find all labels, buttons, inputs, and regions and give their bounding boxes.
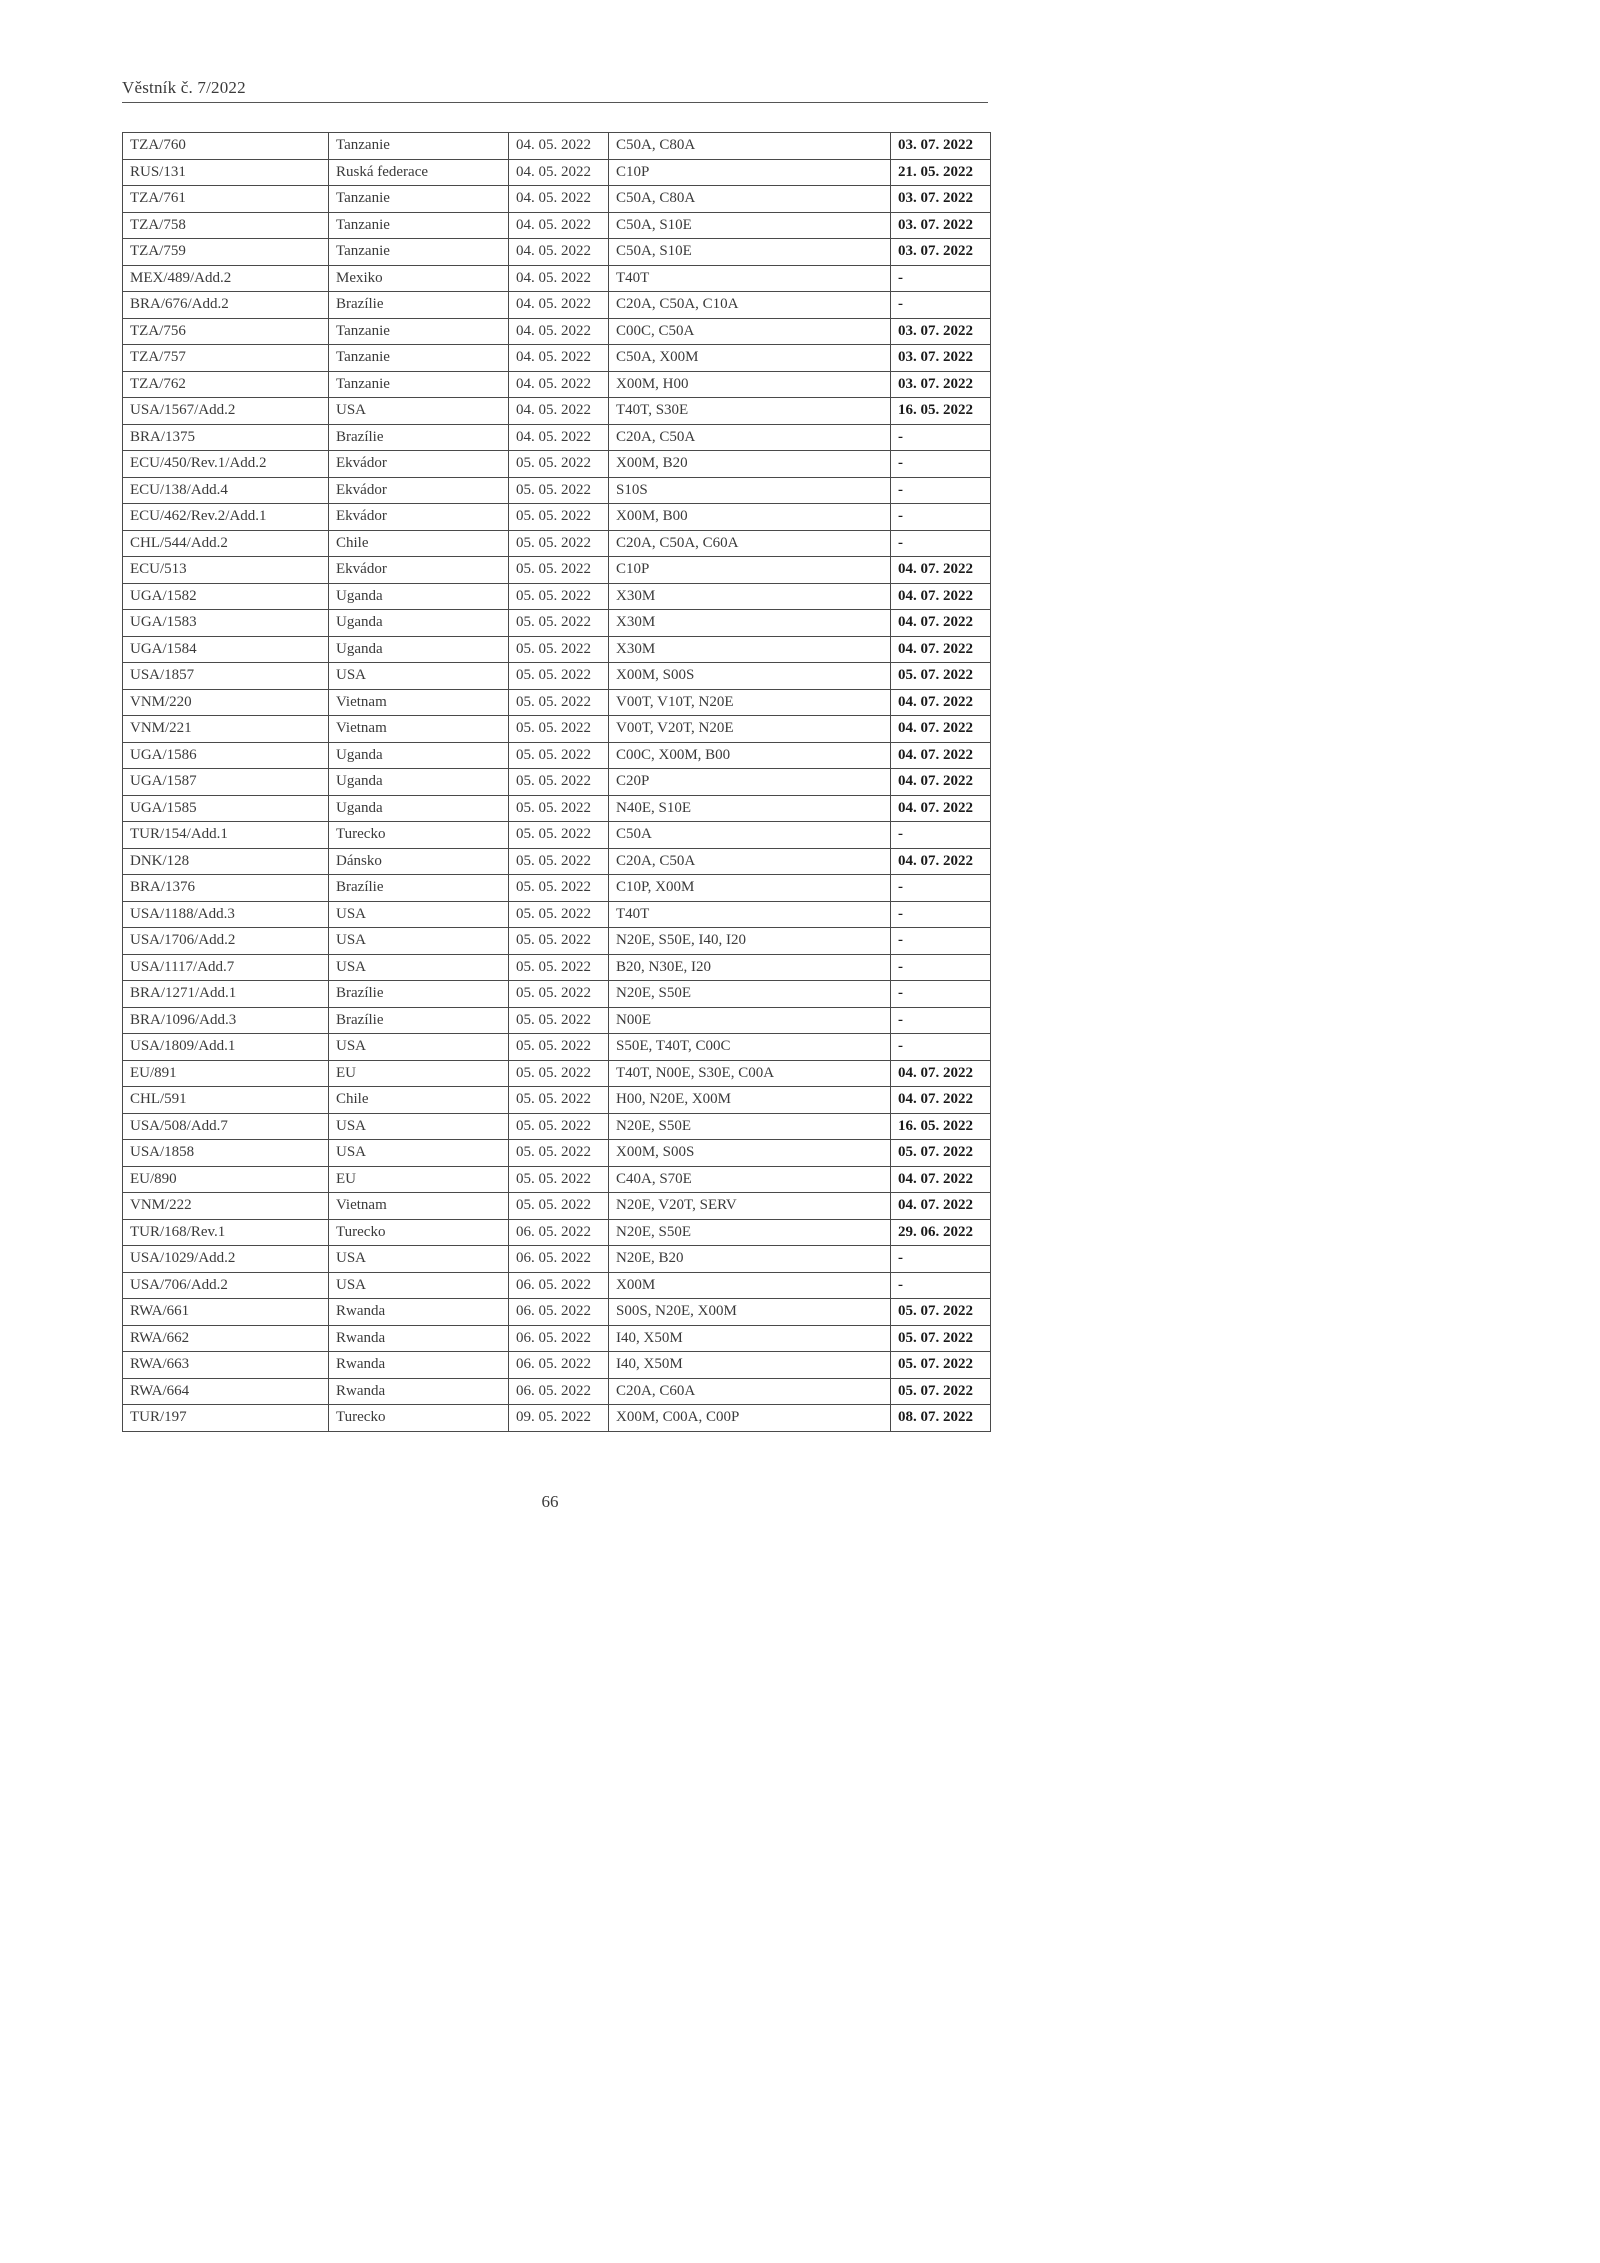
country-cell: Mexiko	[329, 265, 509, 292]
table-row	[123, 1166, 991, 1193]
country-cell: Rwanda	[329, 1299, 509, 1326]
country-cell: Uganda	[329, 636, 509, 663]
notification-symbol-cell: RWA/661	[123, 1299, 329, 1326]
table-row	[123, 1272, 991, 1299]
table-row	[123, 742, 991, 769]
comment-deadline-cell: 05. 07. 2022	[891, 1299, 991, 1326]
table-row	[123, 239, 991, 266]
comment-deadline-cell: -	[891, 424, 991, 451]
notification-date-cell: 05. 05. 2022	[509, 1113, 609, 1140]
notification-date-cell: 05. 05. 2022	[509, 981, 609, 1008]
country-cell: Uganda	[329, 583, 509, 610]
ics-codes-cell: N40E, S10E	[609, 795, 891, 822]
notification-symbol-cell: UGA/1582	[123, 583, 329, 610]
country-cell: Chile	[329, 530, 509, 557]
table-row	[123, 265, 991, 292]
notification-date-cell: 05. 05. 2022	[509, 451, 609, 478]
notification-symbol-cell: USA/1809/Add.1	[123, 1034, 329, 1061]
ics-codes-cell: C50A, S10E	[609, 239, 891, 266]
notification-date-cell: 04. 05. 2022	[509, 424, 609, 451]
comment-deadline-cell: 04. 07. 2022	[891, 769, 991, 796]
country-cell: Brazílie	[329, 981, 509, 1008]
notification-date-cell: 05. 05. 2022	[509, 583, 609, 610]
notification-date-cell: 05. 05. 2022	[509, 610, 609, 637]
notification-symbol-cell: CHL/591	[123, 1087, 329, 1114]
notification-symbol-cell: RWA/662	[123, 1325, 329, 1352]
table-row	[123, 795, 991, 822]
notification-date-cell: 05. 05. 2022	[509, 928, 609, 955]
ics-codes-cell: V00T, V10T, N20E	[609, 689, 891, 716]
notification-symbol-cell: USA/1706/Add.2	[123, 928, 329, 955]
country-cell: Tanzanie	[329, 133, 509, 160]
notification-symbol-cell: BRA/1375	[123, 424, 329, 451]
country-cell: Brazílie	[329, 875, 509, 902]
country-cell: Tanzanie	[329, 371, 509, 398]
notification-date-cell: 05. 05. 2022	[509, 1166, 609, 1193]
country-cell: Tanzanie	[329, 318, 509, 345]
ics-codes-cell: C50A, X00M	[609, 345, 891, 372]
table-row	[123, 901, 991, 928]
notification-symbol-cell: TZA/757	[123, 345, 329, 372]
comment-deadline-cell: 04. 07. 2022	[891, 1193, 991, 1220]
country-cell: USA	[329, 1272, 509, 1299]
notification-date-cell: 05. 05. 2022	[509, 742, 609, 769]
table-row	[123, 424, 991, 451]
notification-symbol-cell: RUS/131	[123, 159, 329, 186]
country-cell: Vietnam	[329, 716, 509, 743]
ics-codes-cell: I40, X50M	[609, 1325, 891, 1352]
notification-symbol-cell: TZA/761	[123, 186, 329, 213]
ics-codes-cell: V00T, V20T, N20E	[609, 716, 891, 743]
table-row	[123, 1193, 991, 1220]
comment-deadline-cell: 04. 07. 2022	[891, 557, 991, 584]
notification-date-cell: 05. 05. 2022	[509, 954, 609, 981]
table-row	[123, 1060, 991, 1087]
ics-codes-cell: X00M, H00	[609, 371, 891, 398]
table-row	[123, 848, 991, 875]
notification-symbol-cell: USA/1567/Add.2	[123, 398, 329, 425]
country-cell: USA	[329, 663, 509, 690]
ics-codes-cell: C20A, C60A	[609, 1378, 891, 1405]
notification-date-cell: 06. 05. 2022	[509, 1352, 609, 1379]
country-cell: Tanzanie	[329, 212, 509, 239]
notification-date-cell: 05. 05. 2022	[509, 822, 609, 849]
country-cell: USA	[329, 1034, 509, 1061]
ics-codes-cell: N00E	[609, 1007, 891, 1034]
notification-symbol-cell: CHL/544/Add.2	[123, 530, 329, 557]
table-row	[123, 769, 991, 796]
notification-date-cell: 05. 05. 2022	[509, 663, 609, 690]
notification-date-cell: 05. 05. 2022	[509, 1007, 609, 1034]
notification-date-cell: 06. 05. 2022	[509, 1272, 609, 1299]
country-cell: USA	[329, 1113, 509, 1140]
comment-deadline-cell: 04. 07. 2022	[891, 583, 991, 610]
comment-deadline-cell: -	[891, 451, 991, 478]
notification-date-cell: 04. 05. 2022	[509, 398, 609, 425]
notification-symbol-cell: ECU/462/Rev.2/Add.1	[123, 504, 329, 531]
notification-symbol-cell: USA/706/Add.2	[123, 1272, 329, 1299]
country-cell: Turecko	[329, 1405, 509, 1432]
notification-symbol-cell: EU/891	[123, 1060, 329, 1087]
page-number: 66	[541, 1492, 559, 1511]
comment-deadline-cell: 04. 07. 2022	[891, 636, 991, 663]
comment-deadline-cell: -	[891, 265, 991, 292]
table-row	[123, 1087, 991, 1114]
notification-date-cell: 05. 05. 2022	[509, 716, 609, 743]
country-cell: Uganda	[329, 610, 509, 637]
comment-deadline-cell: 04. 07. 2022	[891, 742, 991, 769]
notification-table-body	[123, 133, 991, 1432]
table-row	[123, 133, 991, 160]
notification-date-cell: 05. 05. 2022	[509, 769, 609, 796]
notification-date-cell: 04. 05. 2022	[509, 345, 609, 372]
comment-deadline-cell: -	[891, 954, 991, 981]
notification-date-cell: 05. 05. 2022	[509, 530, 609, 557]
notification-symbol-cell: RWA/664	[123, 1378, 329, 1405]
comment-deadline-cell: 04. 07. 2022	[891, 1060, 991, 1087]
notification-date-cell: 05. 05. 2022	[509, 875, 609, 902]
country-cell: Ekvádor	[329, 504, 509, 531]
ics-codes-cell: C50A, C80A	[609, 186, 891, 213]
notification-symbol-cell: TZA/758	[123, 212, 329, 239]
table-row	[123, 928, 991, 955]
notification-date-cell: 05. 05. 2022	[509, 636, 609, 663]
country-cell: Dánsko	[329, 848, 509, 875]
comment-deadline-cell: -	[891, 1034, 991, 1061]
notification-date-cell: 06. 05. 2022	[509, 1219, 609, 1246]
table-row	[123, 1352, 991, 1379]
notification-symbol-cell: ECU/513	[123, 557, 329, 584]
notification-symbol-cell: TUR/168/Rev.1	[123, 1219, 329, 1246]
country-cell: EU	[329, 1166, 509, 1193]
country-cell: Ruská federace	[329, 159, 509, 186]
notification-symbol-cell: DNK/128	[123, 848, 329, 875]
country-cell: Brazílie	[329, 292, 509, 319]
ics-codes-cell: X30M	[609, 610, 891, 637]
comment-deadline-cell: 03. 07. 2022	[891, 345, 991, 372]
comment-deadline-cell: -	[891, 1246, 991, 1273]
table-row	[123, 636, 991, 663]
ics-codes-cell: C00C, X00M, B00	[609, 742, 891, 769]
country-cell: Tanzanie	[329, 345, 509, 372]
country-cell: Brazílie	[329, 1007, 509, 1034]
comment-deadline-cell: 03. 07. 2022	[891, 318, 991, 345]
ics-codes-cell: N20E, S50E, I40, I20	[609, 928, 891, 955]
table-row	[123, 1140, 991, 1167]
country-cell: Rwanda	[329, 1378, 509, 1405]
notification-date-cell: 04. 05. 2022	[509, 239, 609, 266]
country-cell: Rwanda	[329, 1325, 509, 1352]
table-row	[123, 186, 991, 213]
comment-deadline-cell: 04. 07. 2022	[891, 1166, 991, 1193]
notification-date-cell: 05. 05. 2022	[509, 901, 609, 928]
country-cell: USA	[329, 954, 509, 981]
ics-codes-cell: N20E, S50E	[609, 1113, 891, 1140]
comment-deadline-cell: -	[891, 477, 991, 504]
table-row	[123, 451, 991, 478]
notification-date-cell: 05. 05. 2022	[509, 1034, 609, 1061]
notification-symbol-cell: UGA/1585	[123, 795, 329, 822]
table-row	[123, 716, 991, 743]
comment-deadline-cell: 04. 07. 2022	[891, 795, 991, 822]
country-cell: EU	[329, 1060, 509, 1087]
country-cell: Rwanda	[329, 1352, 509, 1379]
country-cell: Uganda	[329, 795, 509, 822]
table-row	[123, 398, 991, 425]
notification-symbol-cell: UGA/1586	[123, 742, 329, 769]
notification-symbol-cell: TZA/760	[123, 133, 329, 160]
comment-deadline-cell: 29. 06. 2022	[891, 1219, 991, 1246]
country-cell: Brazílie	[329, 424, 509, 451]
ics-codes-cell: N20E, B20	[609, 1246, 891, 1273]
table-row	[123, 822, 991, 849]
notification-symbol-cell: USA/1857	[123, 663, 329, 690]
ics-codes-cell: C10P, X00M	[609, 875, 891, 902]
notification-symbol-cell: BRA/1096/Add.3	[123, 1007, 329, 1034]
table-row	[123, 477, 991, 504]
notification-symbol-cell: MEX/489/Add.2	[123, 265, 329, 292]
table-row	[123, 1246, 991, 1273]
table-row	[123, 530, 991, 557]
table-row	[123, 663, 991, 690]
page-header	[122, 78, 988, 103]
notification-date-cell: 04. 05. 2022	[509, 212, 609, 239]
comment-deadline-cell: 03. 07. 2022	[891, 186, 991, 213]
publication-title: Věstník č. 7/2022	[122, 78, 246, 97]
notification-symbol-cell: USA/1117/Add.7	[123, 954, 329, 981]
table-row	[123, 504, 991, 531]
ics-codes-cell: X30M	[609, 583, 891, 610]
ics-codes-cell: X30M	[609, 636, 891, 663]
country-cell: USA	[329, 928, 509, 955]
table-row	[123, 557, 991, 584]
notification-symbol-cell: USA/508/Add.7	[123, 1113, 329, 1140]
comment-deadline-cell: -	[891, 504, 991, 531]
comment-deadline-cell: 16. 05. 2022	[891, 1113, 991, 1140]
notification-symbol-cell: BRA/1271/Add.1	[123, 981, 329, 1008]
notification-date-cell: 05. 05. 2022	[509, 557, 609, 584]
ics-codes-cell: X00M, S00S	[609, 1140, 891, 1167]
notification-date-cell: 04. 05. 2022	[509, 318, 609, 345]
comment-deadline-cell: -	[891, 901, 991, 928]
ics-codes-cell: C20A, C50A	[609, 424, 891, 451]
notification-date-cell: 06. 05. 2022	[509, 1299, 609, 1326]
comment-deadline-cell: -	[891, 875, 991, 902]
notification-symbol-cell: RWA/663	[123, 1352, 329, 1379]
notification-date-cell: 05. 05. 2022	[509, 1087, 609, 1114]
ics-codes-cell: C00C, C50A	[609, 318, 891, 345]
notification-date-cell: 04. 05. 2022	[509, 159, 609, 186]
notification-date-cell: 04. 05. 2022	[509, 133, 609, 160]
notification-symbol-cell: UGA/1584	[123, 636, 329, 663]
notification-symbol-cell: EU/890	[123, 1166, 329, 1193]
comment-deadline-cell: -	[891, 928, 991, 955]
notification-symbol-cell: VNM/221	[123, 716, 329, 743]
country-cell: Vietnam	[329, 689, 509, 716]
ics-codes-cell: S00S, N20E, X00M	[609, 1299, 891, 1326]
notification-date-cell: 05. 05. 2022	[509, 1193, 609, 1220]
ics-codes-cell: C50A, S10E	[609, 212, 891, 239]
ics-codes-cell: C20A, C50A, C10A	[609, 292, 891, 319]
country-cell: Turecko	[329, 822, 509, 849]
country-cell: USA	[329, 1140, 509, 1167]
comment-deadline-cell: 04. 07. 2022	[891, 1087, 991, 1114]
notification-date-cell: 04. 05. 2022	[509, 371, 609, 398]
table-row	[123, 1007, 991, 1034]
notification-date-cell: 05. 05. 2022	[509, 689, 609, 716]
notification-date-cell: 06. 05. 2022	[509, 1246, 609, 1273]
ics-codes-cell: X00M, C00A, C00P	[609, 1405, 891, 1432]
notification-date-cell: 05. 05. 2022	[509, 848, 609, 875]
ics-codes-cell: T40T	[609, 265, 891, 292]
notification-date-cell: 05. 05. 2022	[509, 1140, 609, 1167]
table-row	[123, 1405, 991, 1432]
comment-deadline-cell: 05. 07. 2022	[891, 1325, 991, 1352]
notification-symbol-cell: UGA/1583	[123, 610, 329, 637]
table-row	[123, 1325, 991, 1352]
table-row	[123, 689, 991, 716]
comment-deadline-cell: 08. 07. 2022	[891, 1405, 991, 1432]
ics-codes-cell: B20, N30E, I20	[609, 954, 891, 981]
comment-deadline-cell: -	[891, 530, 991, 557]
table-row	[123, 981, 991, 1008]
ics-codes-cell: X00M, S00S	[609, 663, 891, 690]
ics-codes-cell: C40A, S70E	[609, 1166, 891, 1193]
notification-table	[122, 132, 991, 1432]
ics-codes-cell: T40T	[609, 901, 891, 928]
ics-codes-cell: C20P	[609, 769, 891, 796]
notification-symbol-cell: BRA/1376	[123, 875, 329, 902]
comment-deadline-cell: 05. 07. 2022	[891, 1140, 991, 1167]
country-cell: Chile	[329, 1087, 509, 1114]
notification-date-cell: 06. 05. 2022	[509, 1325, 609, 1352]
comment-deadline-cell: 03. 07. 2022	[891, 371, 991, 398]
notification-symbol-cell: TZA/759	[123, 239, 329, 266]
notification-symbol-cell: USA/1029/Add.2	[123, 1246, 329, 1273]
notification-date-cell: 05. 05. 2022	[509, 477, 609, 504]
table-row	[123, 1299, 991, 1326]
table-row	[123, 371, 991, 398]
comment-deadline-cell: 03. 07. 2022	[891, 239, 991, 266]
table-row	[123, 1113, 991, 1140]
comment-deadline-cell: 04. 07. 2022	[891, 848, 991, 875]
country-cell: Tanzanie	[329, 186, 509, 213]
table-row	[123, 318, 991, 345]
ics-codes-cell: T40T, N00E, S30E, C00A	[609, 1060, 891, 1087]
comment-deadline-cell: -	[891, 1272, 991, 1299]
country-cell: Ekvádor	[329, 557, 509, 584]
notification-symbol-cell: UGA/1587	[123, 769, 329, 796]
ics-codes-cell: S50E, T40T, C00C	[609, 1034, 891, 1061]
notification-symbol-cell: TUR/197	[123, 1405, 329, 1432]
ics-codes-cell: C20A, C50A	[609, 848, 891, 875]
country-cell: USA	[329, 398, 509, 425]
notification-date-cell: 04. 05. 2022	[509, 292, 609, 319]
comment-deadline-cell: 03. 07. 2022	[891, 212, 991, 239]
ics-codes-cell: C50A, C80A	[609, 133, 891, 160]
country-cell: Uganda	[329, 742, 509, 769]
table-row	[123, 1034, 991, 1061]
notification-symbol-cell: TZA/762	[123, 371, 329, 398]
table-row	[123, 1378, 991, 1405]
ics-codes-cell: C50A	[609, 822, 891, 849]
table-row	[123, 292, 991, 319]
country-cell: Turecko	[329, 1219, 509, 1246]
comment-deadline-cell: 05. 07. 2022	[891, 663, 991, 690]
ics-codes-cell: T40T, S30E	[609, 398, 891, 425]
comment-deadline-cell: -	[891, 292, 991, 319]
comment-deadline-cell: -	[891, 981, 991, 1008]
country-cell: Tanzanie	[329, 239, 509, 266]
country-cell: USA	[329, 901, 509, 928]
ics-codes-cell: H00, N20E, X00M	[609, 1087, 891, 1114]
comment-deadline-cell: 04. 07. 2022	[891, 716, 991, 743]
country-cell: Uganda	[329, 769, 509, 796]
ics-codes-cell: N20E, S50E	[609, 1219, 891, 1246]
ics-codes-cell: X00M, B20	[609, 451, 891, 478]
ics-codes-cell: N20E, S50E	[609, 981, 891, 1008]
notification-symbol-cell: BRA/676/Add.2	[123, 292, 329, 319]
comment-deadline-cell: -	[891, 1007, 991, 1034]
ics-codes-cell: X00M	[609, 1272, 891, 1299]
comment-deadline-cell: 04. 07. 2022	[891, 610, 991, 637]
table-row	[123, 159, 991, 186]
ics-codes-cell: C20A, C50A, C60A	[609, 530, 891, 557]
ics-codes-cell: S10S	[609, 477, 891, 504]
notification-date-cell: 04. 05. 2022	[509, 186, 609, 213]
table-row	[123, 954, 991, 981]
table-row	[123, 875, 991, 902]
table-row	[123, 610, 991, 637]
notification-date-cell: 04. 05. 2022	[509, 265, 609, 292]
comment-deadline-cell: 05. 07. 2022	[891, 1378, 991, 1405]
notification-date-cell: 05. 05. 2022	[509, 1060, 609, 1087]
notification-symbol-cell: USA/1188/Add.3	[123, 901, 329, 928]
comment-deadline-cell: -	[891, 822, 991, 849]
country-cell: Ekvádor	[329, 451, 509, 478]
ics-codes-cell: X00M, B00	[609, 504, 891, 531]
ics-codes-cell: I40, X50M	[609, 1352, 891, 1379]
notification-date-cell: 05. 05. 2022	[509, 504, 609, 531]
country-cell: Ekvádor	[329, 477, 509, 504]
notification-symbol-cell: USA/1858	[123, 1140, 329, 1167]
notification-date-cell: 05. 05. 2022	[509, 795, 609, 822]
notification-symbol-cell: TZA/756	[123, 318, 329, 345]
comment-deadline-cell: 16. 05. 2022	[891, 398, 991, 425]
table-row	[123, 1219, 991, 1246]
table-row	[123, 345, 991, 372]
ics-codes-cell: C10P	[609, 557, 891, 584]
table-row	[123, 212, 991, 239]
ics-codes-cell: N20E, V20T, SERV	[609, 1193, 891, 1220]
notification-symbol-cell: ECU/138/Add.4	[123, 477, 329, 504]
ics-codes-cell: C10P	[609, 159, 891, 186]
notification-symbol-cell: VNM/220	[123, 689, 329, 716]
notification-symbol-cell: TUR/154/Add.1	[123, 822, 329, 849]
country-cell: Vietnam	[329, 1193, 509, 1220]
notification-symbol-cell: ECU/450/Rev.1/Add.2	[123, 451, 329, 478]
country-cell: USA	[329, 1246, 509, 1273]
comment-deadline-cell: 05. 07. 2022	[891, 1352, 991, 1379]
comment-deadline-cell: 03. 07. 2022	[891, 133, 991, 160]
notification-date-cell: 06. 05. 2022	[509, 1378, 609, 1405]
table-row	[123, 583, 991, 610]
notification-symbol-cell: VNM/222	[123, 1193, 329, 1220]
comment-deadline-cell: 21. 05. 2022	[891, 159, 991, 186]
notification-date-cell: 09. 05. 2022	[509, 1405, 609, 1432]
comment-deadline-cell: 04. 07. 2022	[891, 689, 991, 716]
